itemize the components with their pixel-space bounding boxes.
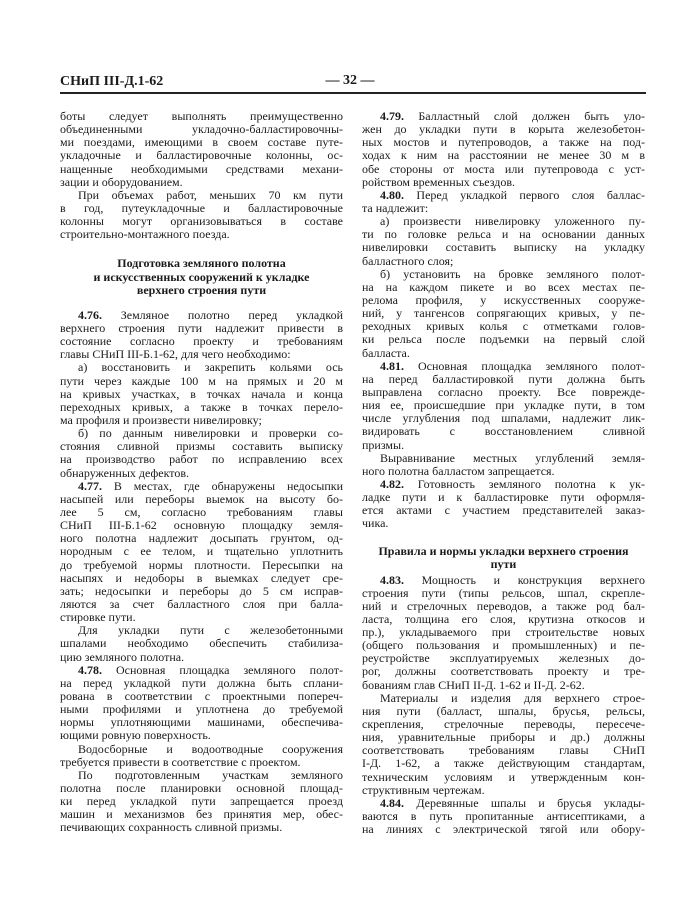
clause-number: 4.84. <box>380 795 404 810</box>
line-text: та надлежит: <box>362 200 429 215</box>
right-column <box>362 110 645 836</box>
line-text: реустройстве эксплуатируемых железных до- <box>362 651 645 666</box>
line-text: б) по данным нивелировки и проверки со- <box>78 426 343 441</box>
line-text: до требуемой нормы плотности. Пересыпки на <box>60 557 343 572</box>
line-text: укладочные и балластировочные колонны, ос- <box>60 148 343 163</box>
line-text: главы СНиП III-Б.1-62, для чего необходимо: <box>60 347 291 362</box>
line-text: колонны могут организовываться в составе <box>60 214 343 229</box>
line-text: ний, у тангенсов сопрягающих кривых, у пе- <box>362 306 645 321</box>
line-text: ки рельса после подъемки на первый слой <box>362 332 645 347</box>
line-text: ных мостов и путепроводов, а также на под- <box>362 135 645 150</box>
clause-number: 4.81. <box>380 358 404 373</box>
paragraph <box>362 574 645 692</box>
line-text: машин и механизмов без принятия мер, обес- <box>60 807 343 822</box>
line-text: требуется привести в соответствие с проектом. <box>60 754 301 769</box>
line-text: ющими ровную поверхность. <box>60 728 211 743</box>
line-text: на кривых участках, в точках начала и конца <box>60 386 343 401</box>
clause-number: 4.77. <box>78 478 102 493</box>
text-line <box>60 228 343 241</box>
line-text: Для укладки пути с железобетонными <box>78 623 343 638</box>
line-text: Балластный слой должен быть уло- <box>418 109 646 123</box>
line-text: числе углубления под шпалами, надлежит лик- <box>362 411 645 426</box>
line-text: б) установить на бровке земляного полот- <box>380 266 645 281</box>
line-text: жен до укладки пути в корыта железобетон- <box>362 122 645 137</box>
line-text: лее 5 см, согласно требованиям главы <box>60 505 343 520</box>
clause-number: 4.80. <box>380 187 404 202</box>
paragraph <box>362 797 645 836</box>
line-text: I-Д. 1-62, а также действующим стандартам, <box>362 756 645 771</box>
line-text: реходных кривых колья с отметками голов- <box>362 319 645 334</box>
line-text: ваются в путь пропитанные антисептиками, а <box>362 809 645 824</box>
line-text: балласта. <box>362 345 410 360</box>
line-text: Готовность земляного полотна к ук- <box>417 476 645 491</box>
paragraph <box>60 189 343 242</box>
paragraph <box>362 452 645 478</box>
line-text: СНиП III-Б.1-62 основную площадку земля- <box>60 518 343 533</box>
line-text: на производство работ по исправлению всех <box>60 452 343 467</box>
paragraph <box>60 624 343 663</box>
left-column <box>60 110 343 835</box>
line-text: строительно-монтажного поезда. <box>60 227 230 242</box>
text-line <box>362 504 645 517</box>
line-text: на перед балластировкой пути должна быть <box>362 371 645 386</box>
line-text: Водосборные и водоотводные сооружения <box>78 741 343 756</box>
line-text: стояния сливной призмы составить выписку <box>60 439 343 454</box>
line-text: рована в соответствии с проектными попереч- <box>60 688 343 703</box>
line-text: ными профилями и уплотнена до требуемой <box>60 702 343 717</box>
line-text: ладке пути и к балластировке пути оформля- <box>362 490 645 505</box>
line-text: и искусственных сооружений к укладке <box>93 269 310 284</box>
text-line <box>362 517 645 530</box>
line-text: По подготовленным участкам земляного <box>78 767 343 782</box>
line-text: призмы. <box>362 437 405 452</box>
line-text: ми поездами, имеющими в своем составе путе- <box>60 135 343 150</box>
line-text: видировать с восстановлением сливной <box>362 424 645 439</box>
line-text: ния, уравнительные приборы и др.) должны <box>362 730 645 745</box>
text-line <box>60 821 343 834</box>
line-text: насыпей или переборы выемок на высоту бо- <box>60 491 343 506</box>
line-text: цию земляного полотна. <box>60 649 185 664</box>
line-text: зать; недосыпки и переборы до 5 см исправ- <box>60 583 343 598</box>
line-text: скрепления, стрелочные переводы, пересече- <box>362 717 645 732</box>
line-text: ти по головке рельса и на основании данных <box>362 227 645 242</box>
line-text: обнаруженных дефектов. <box>60 465 190 480</box>
line-text: зации и оборудованием. <box>60 174 183 189</box>
line-text: верхнего строения пути надлежит привести в <box>60 321 343 336</box>
line-text: в год, путеукладочные и балластировочные <box>60 200 343 215</box>
paragraph <box>60 427 343 480</box>
text-line <box>362 823 645 836</box>
text-line <box>362 558 645 572</box>
line-text: на линиях с электрической тягой или обору- <box>362 822 645 837</box>
clause-number: 4.83. <box>380 572 404 587</box>
line-text: строения пути (типы рельсов, шпал, скрепле- <box>362 585 645 600</box>
line-text: на перед укладкой пути должна быть сплани- <box>60 675 343 690</box>
line-text: а) восстановить и закрепить кольями ось <box>78 360 343 375</box>
text-line <box>60 271 343 285</box>
line-text: Земляное полотно перед укладкой <box>120 307 343 322</box>
line-text: ма профиля и произвести нивелировку; <box>60 413 262 428</box>
line-text: пути через каждые 100 м на прямых и 20 м <box>60 373 343 388</box>
line-text: бованиям глав СНиП II-Д. 1-62 и II-Д. 2-62. <box>362 677 585 692</box>
line-text: состояние согласно проекту и требованиям <box>60 334 343 349</box>
text-line <box>362 425 645 438</box>
line-text: объединенными укладочно-балластировочны- <box>60 122 343 137</box>
text-line <box>60 257 343 271</box>
paragraph <box>60 361 343 427</box>
line-text: техническим условиям и утвержденным кон- <box>362 769 645 784</box>
line-text: переходных кривых, а также в точках перело- <box>60 399 343 414</box>
line-text: балластного слоя; <box>362 253 454 268</box>
paragraph <box>362 360 645 452</box>
header-rule <box>60 92 646 94</box>
line-text: Материалы и изделия для верхнего строе- <box>380 690 645 705</box>
line-text: соответствовать требованиям главы СНиП <box>362 743 645 758</box>
line-text: выправлена согласно проекту. Все поврежде- <box>362 384 645 399</box>
line-text: обе стороны от моста или путепровода с уст- <box>362 161 645 176</box>
line-text: нивелировки составить выписку на укладку <box>362 240 645 255</box>
clause-number: 4.79. <box>380 109 404 123</box>
paragraph <box>60 664 343 743</box>
line-text: В местах, где обнаружены недосыпки <box>113 478 343 493</box>
text-line <box>362 545 645 559</box>
section-heading <box>60 257 343 298</box>
line-text: насыпях и недоборы в выемках следует сре- <box>60 570 343 585</box>
line-text: нащенные необходимыми средствами механи- <box>60 161 343 176</box>
line-text: (общего пользования и промышленных) и пе- <box>362 638 645 653</box>
line-text: Мощность и конструкция верхнего <box>421 572 646 587</box>
line-text: ласта, толщина его слоя, крутизна откосов и <box>362 611 645 626</box>
line-text: ходах к ним на расстоянии не менее 30 м в <box>362 148 645 163</box>
text-line <box>60 284 343 298</box>
line-text: нормы уплотняющими машинами, обеспечива- <box>60 715 343 730</box>
line-text: пути <box>490 557 517 571</box>
line-text: Выравнивание местных углублений земля- <box>380 450 645 465</box>
line-text: ного полотна балластом запрещается. <box>362 463 555 478</box>
paragraph <box>362 692 645 797</box>
line-text: Подготовка земляного полотна <box>117 256 286 271</box>
paragraph <box>362 268 645 360</box>
line-text: ния пути (балласт, шпалы, брусья, рельсы, <box>362 703 645 718</box>
line-text: ний и стрелочных переводов, а также род бал- <box>362 598 645 613</box>
line-text: Деревянные шпалы и брусья уклады- <box>416 795 646 810</box>
paragraph <box>60 480 343 625</box>
line-text: на на каждом пикете и во всех местах пе- <box>362 279 645 294</box>
line-text: ется актами с участием представителей заказ- <box>362 503 645 518</box>
line-text: шпалами необходимо обеспечить стабилиза- <box>60 636 343 651</box>
paragraph <box>60 309 343 362</box>
line-text: боты следует выполнять преимущественно <box>60 109 343 123</box>
line-text: а) произвести нивелировку уложенного пу- <box>380 214 645 229</box>
line-text: Перед укладкой первого слоя баллас- <box>416 187 645 202</box>
line-text: пр.), укладываемого при строительстве новых <box>362 625 645 640</box>
line-text: полотна после планировки основной площад- <box>60 780 343 795</box>
paragraph <box>60 743 343 769</box>
line-text: Основная площадка земляного полот- <box>418 358 646 373</box>
paragraph <box>362 215 645 268</box>
line-text: чика. <box>362 516 389 531</box>
line-text: печивающих сохранность сливной призмы. <box>60 820 283 835</box>
line-text: Правила и нормы укладки верхнего строения <box>378 543 629 558</box>
line-text: Основная площадка земляного полот- <box>116 662 344 677</box>
clause-number: 4.78. <box>78 662 102 677</box>
line-text: ройством временных съездов. <box>362 174 516 189</box>
paragraph <box>60 110 343 189</box>
paragraph <box>362 189 645 215</box>
page-number: — 32 — <box>325 73 375 88</box>
line-text: верхнего строения пути <box>136 283 267 298</box>
paragraph <box>362 478 645 531</box>
line-text: ляются за счет балластного слоя при балла- <box>60 597 343 611</box>
line-text: ния ее, происшедшие при укладке пути, в том <box>362 398 645 413</box>
paragraph <box>60 769 343 835</box>
document-code: СНиП III-Д.1-62 <box>60 74 164 89</box>
line-text: релома профиля, у искусственных сооруже- <box>362 292 645 307</box>
line-text: ного полотна надлежит досыпать грунтом, од- <box>60 531 343 546</box>
line-text: ки перед укладкой пути запрещается проезд <box>60 794 343 809</box>
line-text: стировке пути. <box>60 610 136 625</box>
line-text: рог, должны соответствовать проекту и тре- <box>362 664 645 679</box>
clause-number: 4.82. <box>380 476 404 491</box>
line-text: При объемах работ, меньших 70 км пути <box>78 187 343 202</box>
clause-number: 4.76. <box>78 307 102 322</box>
section-heading <box>362 545 645 572</box>
line-text: структивным чертежам. <box>362 782 485 797</box>
line-text: нородным с ее телом, и тщательно уплотнить <box>60 544 343 559</box>
paragraph <box>362 110 645 189</box>
